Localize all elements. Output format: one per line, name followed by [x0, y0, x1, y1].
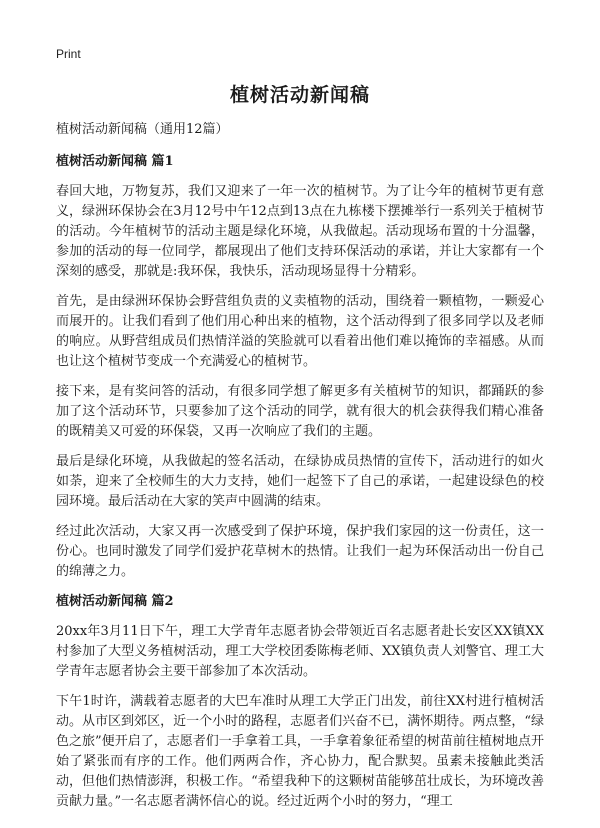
document-body — [56, 120, 544, 822]
document-subtitle: 植树活动新闻稿（通用12篇） — [56, 122, 229, 137]
print-link[interactable]: Print — [56, 47, 81, 61]
section-heading: 植树活动新闻稿 篇1 — [56, 154, 174, 169]
document-title: 植树活动新闻稿 — [229, 84, 370, 106]
section-heading: 植树活动新闻稿 篇2 — [56, 594, 174, 609]
paragraph: 接下来，是有奖问答的活动，有很多同学想了解更多有关植树节的知识，都踊跃的参加了这个活动环节，只要参加了这个活动的同学，就有很大的机会获得我们精心准备的既精美又可爱的环保袋，又再一次响应了我们的主题。 — [56, 384, 544, 439]
paragraph: 首先，是由绿洲环保协会野营组负责的义卖植物的活动，围绕着一颗植物，一颗爱心而展开的。让我们看到了他们用心种出来的植物，这个活动得到了很多同学以及老师的响应。从野营组成员们热情洋溢的笑脸就可以看着出他们难以掩饰的幸福感。从而也让这个植树节变成一个充满爱心的植树节。 — [56, 294, 544, 369]
paragraph: 下午1时许，满载着志愿者的大巴车准时从理工大学正门出发，前往XX村进行植树活动。从市区到郊区，近一个小时的路程，志愿者们兴奋不已，满怀期待。两点整，“绿色之旅”便开启了，志愿者们一手拿着工具，一手拿着象征希望的树苗前往植树地点开始了紧张而有序的工作。他们两两合作，齐心协力，配合默契。虽素未接触此类活动，但他们热情澎湃，积极工作。“希望我种下的这颗树苗能够茁壮成长，为环境改善贡献力量。”一名志愿者满怀信心的说。经过近两个小时的努力，“理工 — [56, 694, 544, 809]
article-section-2 — [56, 592, 544, 812]
paragraph: 20xx年3月11日下午，理工大学青年志愿者协会带领近百名志愿者赴长安区XX镇XX村参加了大型义务植树活动，理工大学校团委陈梅老师、XX镇负责人刘警官、理工大学青年志愿者协会主要干部参加了本次活动。 — [56, 624, 544, 679]
paragraph: 春回大地，万物复苏，我们又迎来了一年一次的植树节。为了让今年的植树节更有意义，绿洲环保协会在3月12号中午12点到13点在九栋楼下摆摊举行一系列关于植树节的活动。今年植树节的活动主题是绿化环境，从我做起。活动现场布置的十分温馨，参加的活动的每一位同学，都展现出了他们支持环保活动的承诺，并让大家都有一个深刻的感受，那就是:我环保，我快乐，活动现场显得十分精彩。 — [56, 184, 544, 279]
article-section-1 — [56, 152, 544, 582]
paragraph: 最后是绿化环境，从我做起的签名活动，在绿协成员热情的宣传下，活动进行的如火如荼，迎来了全校师生的大力支持，她们一起签下了自己的承诺，一起建设绿色的校园环境。最后活动在大家的笑声中圆满的结束。 — [56, 454, 544, 509]
paragraph: 经过此次活动，大家又再一次感受到了保护环境，保护我们家园的这一份责任，这一份心。也同时激发了同学们爱护花草树木的热情。让我们一起为环保活动出一份自己的绵薄之力。 — [56, 524, 544, 579]
